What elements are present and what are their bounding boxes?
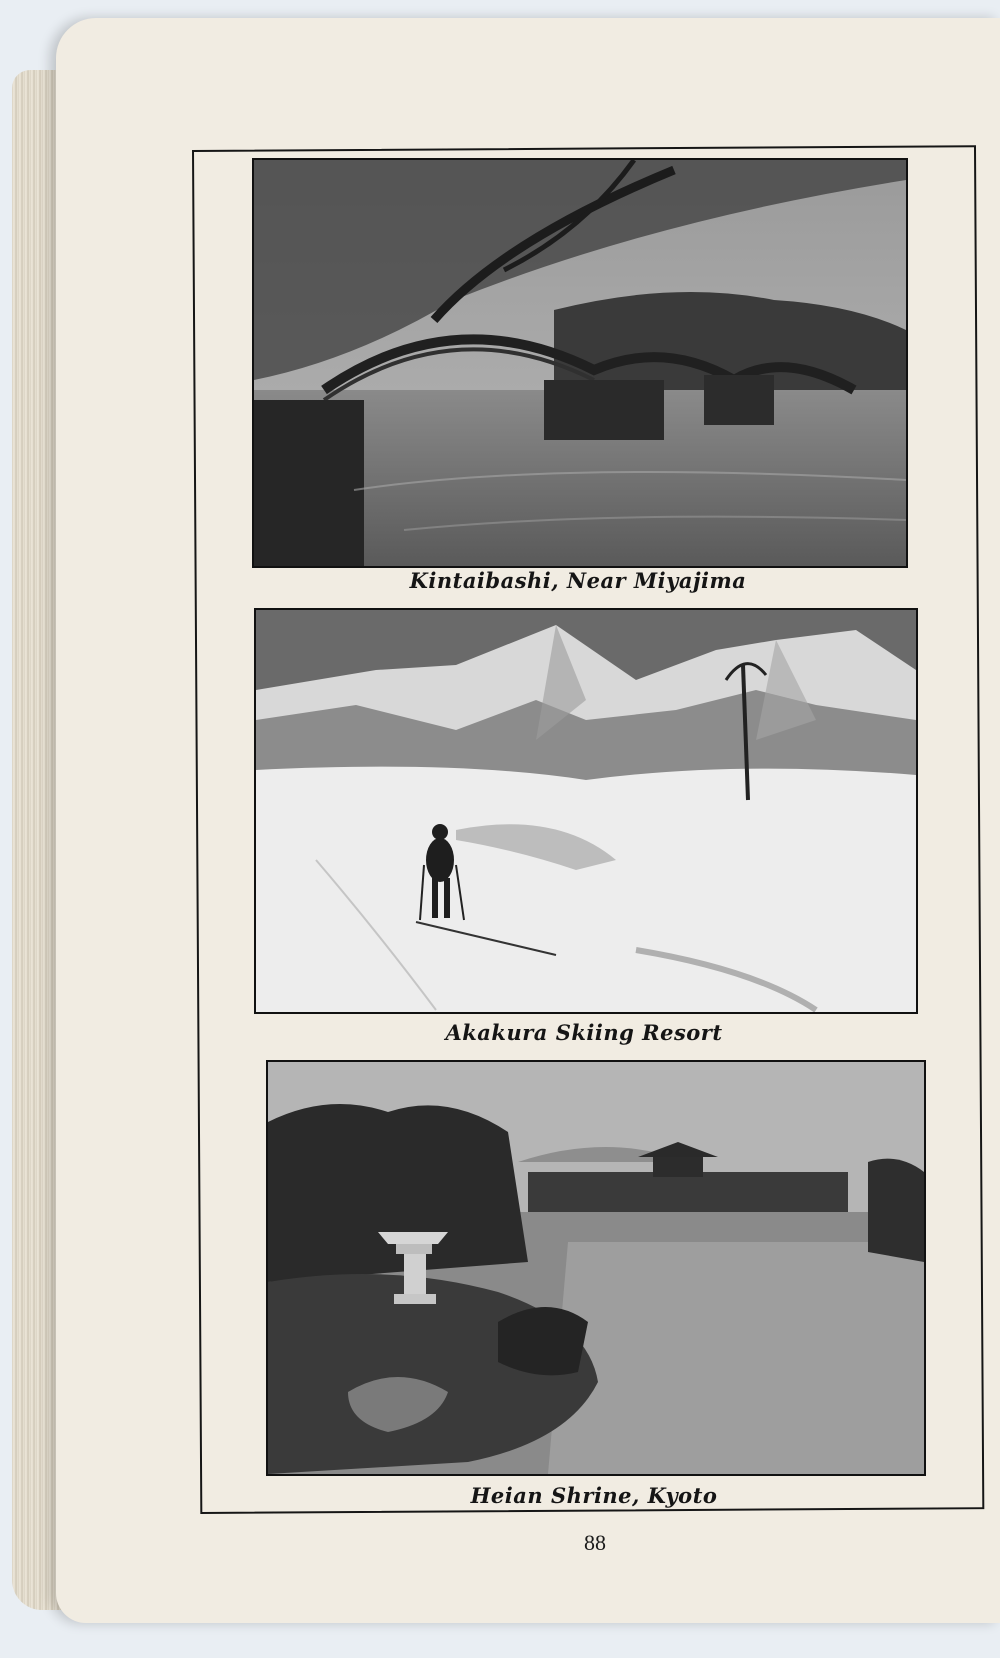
caption-kintaibashi: Kintaibashi, Near Miyajima xyxy=(409,568,747,593)
photo-heian-shrine xyxy=(266,1060,926,1476)
photo-akakura xyxy=(254,608,918,1014)
caption-heian-shrine: Heian Shrine, Kyoto xyxy=(470,1483,718,1508)
photo-kintaibashi xyxy=(252,158,908,568)
page-number: 88 xyxy=(584,1530,606,1555)
caption-akakura: Akakura Skiing Resort xyxy=(445,1020,723,1045)
